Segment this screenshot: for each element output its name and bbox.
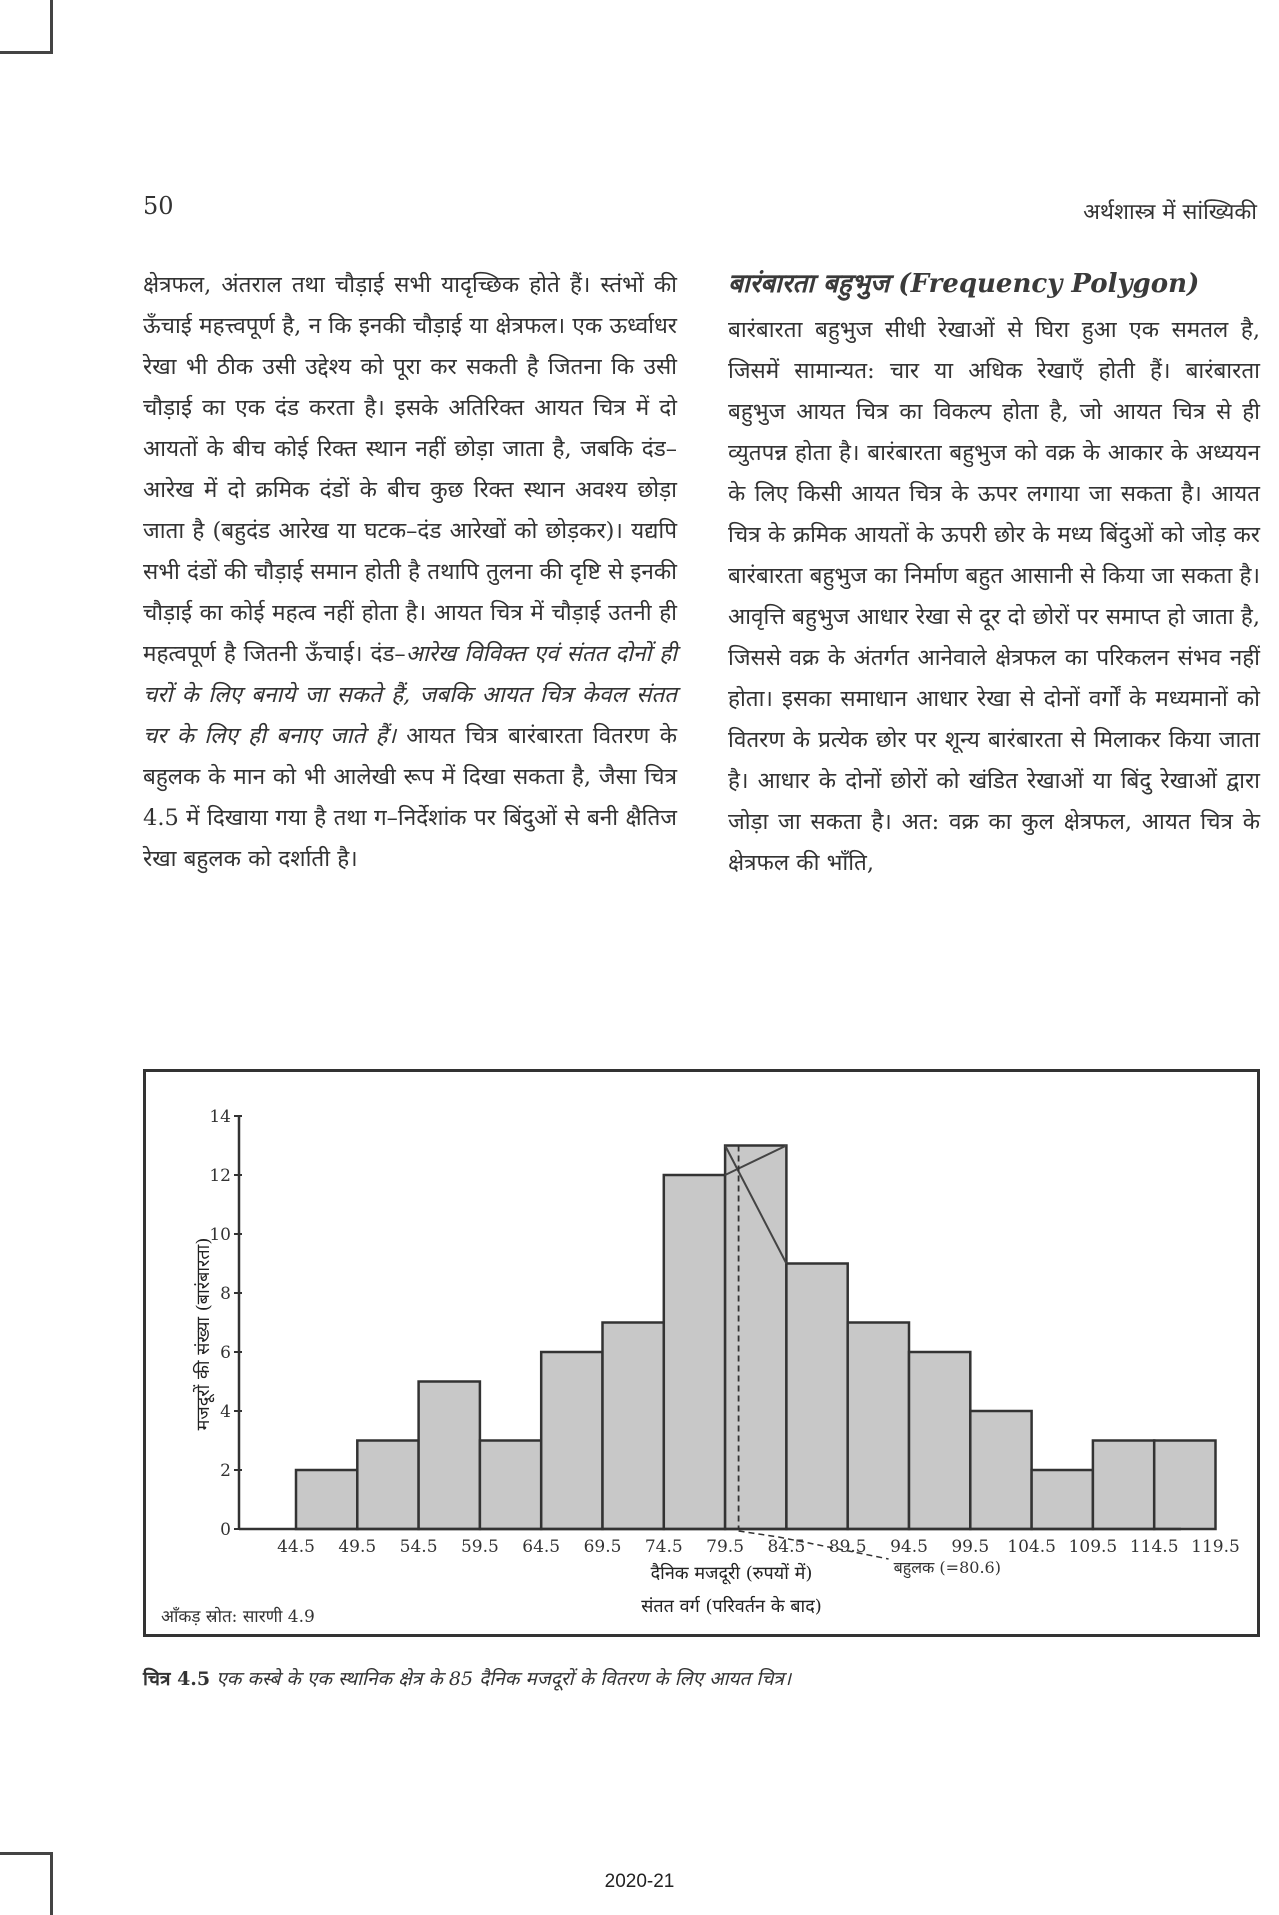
data-source-note: आँकड़ स्रोत: सारणी 4.9 [161, 1607, 315, 1627]
histogram-bar [603, 1323, 664, 1530]
caption-text: एक कस्बे के एक स्थानिक क्षेत्र के 85 दैनिक मजदूरों के वितरण के लिए आयत चित्र। [210, 1668, 792, 1690]
x-tick-label: 59.5 [460, 1537, 499, 1557]
histogram-bar [848, 1323, 909, 1530]
histogram-bar [1032, 1470, 1093, 1529]
histogram-bar [664, 1175, 725, 1529]
histogram-bar [541, 1352, 602, 1529]
mode-annotation: बहुलक (=80.6) [893, 1558, 1001, 1577]
y-tick-label: 6 [220, 1343, 231, 1363]
histogram-bar [1093, 1441, 1154, 1530]
x-tick-label: 119.5 [1191, 1537, 1240, 1557]
paragraph-text: क्षेत्रफल, अंतराल तथा चौड़ाई सभी यादृच्छिक होते हैं। स्तंभों की ऊँचाई महत्त्वपूर्ण है, न कि इनकी चौड़ाई या क्षेत्रफल। एक ऊर्ध्वाधर रेखा भी ठीक उसी उद्देश्य को पूरा कर सकती है जितना कि उसी चौड़ाई का एक दंड करता है। इसके अतिरिक्त आयत चित्र में दो आयतों के बीच कोई रिक्त स्थान नहीं छोड़ा जाता है, जबकि दंड–आरेख में दो क्रमिक दंडों के बीच कुछ रिक्त स्थान अवश्य छोड़ा जाता है (बहुदंड आरेख या घटक–दंड आरेखों को छोड़कर)। यद्यपि सभी दंडों की चौड़ाई समान होती है तथापि तुलना की दृष्टि से इनकी चौड़ाई का कोई महत्व नहीं होता है। आयत चित्र में चौड़ाई उतनी ही महत्वपूर्ण है जितनी ऊँचाई। दंड– [143, 272, 677, 667]
section-title: बारंबारता बहुभुज (Frequency Polygon) [728, 269, 1200, 299]
x-tick-label: 104.5 [1007, 1537, 1056, 1557]
right-column [728, 310, 1260, 884]
histogram-bar [419, 1382, 480, 1530]
x-tick-label: 94.5 [890, 1537, 928, 1557]
body-paragraph [143, 265, 677, 880]
histogram-bar [909, 1352, 970, 1529]
histogram-chart [146, 1072, 1257, 1634]
paragraph-text-end: आयत चित्र बारंबारता वितरण के बहुलक के मान को भी आलेखी रूप में दिखा सकता है, जैसा चित्र 4.5 में दिखाया गया है तथा ग–निर्देशांक पर बिंदुओं से बनी क्षैतिज रेखा बहुलक को दर्शाती है। [143, 723, 677, 872]
y-tick-label: 2 [220, 1461, 231, 1481]
figure-4-5 [143, 1069, 1260, 1637]
running-head: अर्थशास्त्र में सांख्यिकी [1083, 200, 1257, 225]
body-paragraph: बारंबारता बहुभुज सीधी रेखाओं से घिरा हुआ एक समतल है, जिसमें सामान्यत: चार या अधिक रेखाएँ होती हैं। बारंबारता बहुभुज आयत चित्र का विकल्प होता है, जो आयत चित्र से ही व्युतपन्न होता है। बारंबारता बहुभुज को वक्र के आकार के अध्ययन के लिए किसी आयत चित्र के ऊपर लगाया जा सकता है। आयत चित्र के क्रमिक आयतों के ऊपरी छोर के मध्य बिंदुओं को जोड़ कर बारंबारता बहुभुज का निर्माण बहुत आसानी से किया जा सकता है। आवृत्ति बहुभुज आधार रेखा से दूर दो छोरों पर समाप्त हो जाता है, जिससे वक्र के अंतर्गत आनेवाले क्षेत्रफल का परिकलन संभव नहीं होता। इसका समाधान आधार रेखा से दोनों वर्गों के मध्यमानों को वितरण के प्रत्येक छोर पर शून्य बारंबारता से मिलाकर किया जाता है। आधार के दोनों छोरों को खंडित रेखाओं या बिंदु रेखाओं द्वारा जोड़ा जा सकता है। अत: वक्र का कुल क्षेत्रफल, आयत चित्र के क्षेत्रफल की भाँति, [728, 317, 1260, 876]
x-tick-label: 84.5 [767, 1537, 806, 1557]
x-axis-sublabel: संतत वर्ग (परिवर्तन के बाद) [641, 1596, 822, 1617]
y-tick-label: 14 [209, 1107, 231, 1127]
x-tick-label: 44.5 [277, 1537, 315, 1557]
histogram-bar [970, 1411, 1031, 1529]
x-tick-label: 64.5 [522, 1537, 561, 1557]
y-tick-label: 0 [220, 1520, 231, 1540]
x-tick-label: 99.5 [951, 1537, 990, 1557]
y-tick-label: 8 [220, 1284, 231, 1304]
figure-caption [143, 1665, 791, 1691]
footer-year: 2020-21 [604, 1871, 675, 1892]
y-axis-label: मजदूरों की संख्या (बारंबारता) [193, 1237, 214, 1431]
crop-mark-top-left [0, 0, 53, 54]
histogram-bar [1154, 1441, 1215, 1530]
y-tick-label: 12 [209, 1166, 231, 1186]
page-number: 50 [143, 192, 174, 220]
x-axis-label: दैनिक मजदूरी (रुपयों में) [650, 1563, 813, 1584]
histogram-bar [786, 1264, 847, 1530]
italic-text: आरेख विविक्त एवं संतत दोनों ही चरों के लिए बनाये जा सकते हैं, जबकि आयत चित्र केवल संतत चर के लिए ही बनाए जाते हैं। [143, 641, 677, 749]
x-tick-label: 49.5 [338, 1537, 377, 1557]
left-column [143, 265, 677, 880]
x-tick-label: 79.5 [706, 1537, 745, 1557]
histogram-bar [357, 1441, 418, 1530]
x-tick-label: 54.5 [399, 1537, 438, 1557]
y-tick-label: 4 [220, 1402, 231, 1422]
histogram-bar [296, 1470, 357, 1529]
y-tick-label: 10 [209, 1225, 231, 1245]
x-tick-label: 109.5 [1068, 1537, 1118, 1557]
x-tick-label: 89.5 [828, 1537, 867, 1557]
x-tick-label: 74.5 [644, 1537, 683, 1557]
x-tick-label: 114.5 [1129, 1537, 1179, 1557]
histogram-bar [480, 1441, 541, 1530]
x-tick-label: 69.5 [583, 1537, 622, 1557]
caption-label: चित्र 4.5 [143, 1668, 211, 1690]
